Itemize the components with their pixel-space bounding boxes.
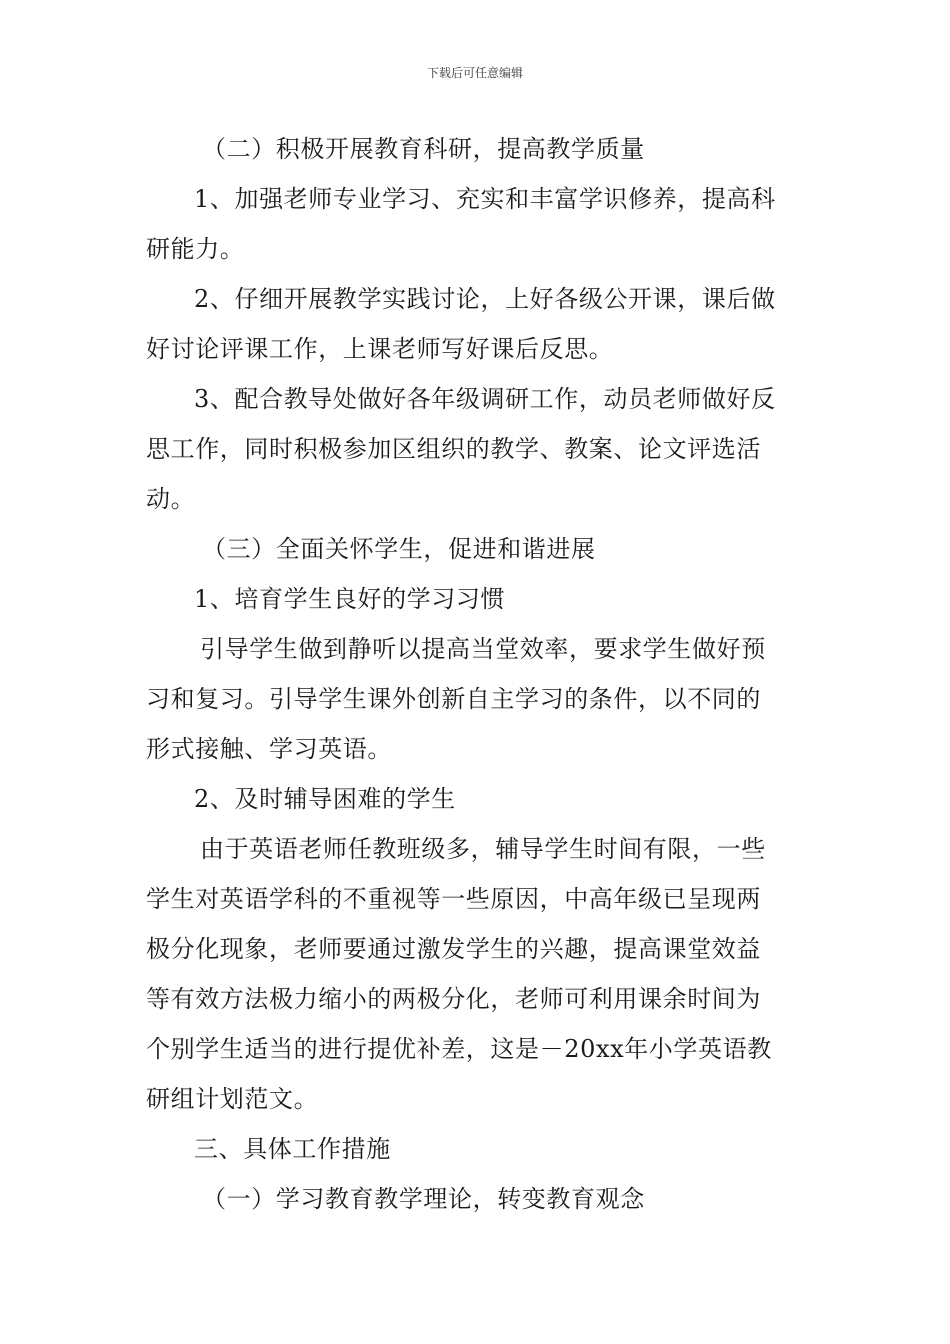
- paragraph-line: 好讨论评课工作，上课老师写好课后反思。: [146, 335, 614, 363]
- paragraph-line: 形式接触、学习英语。: [146, 735, 392, 763]
- page-header: 下载后可任意编辑: [426, 66, 523, 80]
- paragraph-line: 2、仔细开展教学实践讨论，上好各级公开课，课后做: [194, 285, 776, 313]
- paragraph-line: 个别学生适当的进行提优补差，这是－20xx年小学英语教: [146, 1035, 772, 1063]
- paragraph-line: 等有效方法极力缩小的两极分化，老师可利用课余时间为: [146, 985, 761, 1013]
- paragraph-line: 1、加强老师专业学习、充实和丰富学识修养，提高科: [194, 185, 776, 213]
- paragraph-line: 习和复习。引导学生课外创新自主学习的条件，以不同的: [146, 685, 761, 713]
- paragraph-line: 思工作，同时积极参加区组织的教学、教案、论文评选活: [146, 435, 761, 463]
- section-heading: （一）学习教育教学理论，转变教育观念: [202, 1185, 645, 1213]
- paragraph-line: 3、配合教导处做好各年级调研工作，动员老师做好反: [194, 385, 776, 413]
- section-heading: （三）全面关怀学生，促进和谐进展: [202, 535, 596, 563]
- section-heading: 三、具体工作措施: [194, 1135, 391, 1163]
- paragraph-line: 极分化现象，老师要通过激发学生的兴趣，提高课堂效益: [146, 935, 761, 963]
- paragraph-line: 研能力。: [146, 235, 245, 263]
- subsection-heading: 2、及时辅导困难的学生: [194, 785, 456, 813]
- document-body: [146, 124, 810, 1224]
- paragraph-line: 由于英语老师任教班级多，辅导学生时间有限，一些: [200, 835, 766, 863]
- paragraph-line: 动。: [146, 485, 196, 513]
- paragraph-line: 研组计划范文。: [146, 1085, 319, 1113]
- section-heading: （二）积极开展教育科研，提高教学质量: [202, 135, 645, 163]
- paragraph-line: 引导学生做到静听以提高当堂效率，要求学生做好预: [200, 635, 766, 663]
- subsection-heading: 1、培育学生良好的学习习惯: [194, 585, 506, 613]
- paragraph-line: 学生对英语学科的不重视等一些原因，中高年级已呈现两: [146, 885, 761, 913]
